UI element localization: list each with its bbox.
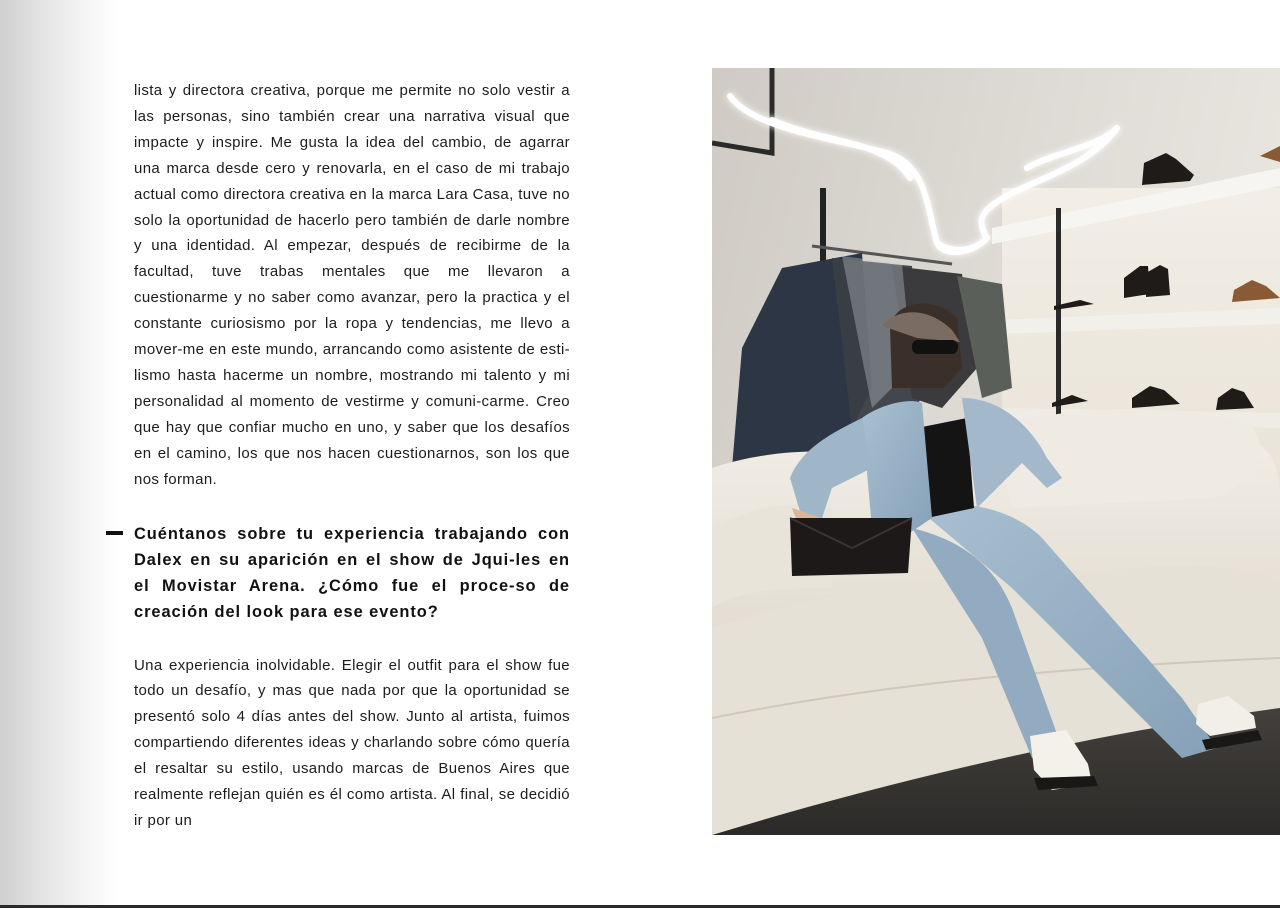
article-paragraph: Una experiencia inolvidable. Elegir el outfit para el show fue todo un desafío, y mas que nada por que la oportunidad se presentó solo 4 días antes del show. Junto al artista, fuimos compartiendo diferentes ideas y charlando sobre cómo quería el resaltar su estilo, usando marcas de Buenos Aires que realmente reflejan quién es él como artista. Al final, se decidió ir por un xyxy=(134,656,570,829)
photo-illustration xyxy=(712,68,1280,835)
article-paragraph: lista y directora creativa, porque me permite no solo vestir a las personas, sino también crear una narrativa visual que impacte y inspire. Me gusta la idea del cambio, de agarrar una marca desde cero y renovarla, en el caso de mi trabajo actual como directora creativa en la marca Lara Casa, tuve no solo la oportunidad de hacerlo pero también de darle nombre y una identidad. Al empezar, después de recibirme de la facultad, tuve trabas mentales que me llevaron a cuestionarme y no saber como avanzar, pero la practica y el constante curiosismo por la ropa y tendencias, me llevo a mover-me en este mundo, arrancando como asistente de esti-lismo hasta hacerme un nombre, mostrando mi talento y mi personalidad al momento de vestirme y comuni-carme. Creo que hay que confiar mucho en uno, y saber que los desafíos en el camino, los que nos hacen cuestionarnos, son los que nos forman. xyxy=(134,82,570,488)
question-dash-marker xyxy=(106,531,123,535)
page-gutter-shadow xyxy=(0,0,120,905)
interview-question-block xyxy=(134,521,570,625)
editorial-photo xyxy=(712,68,1280,835)
interview-question: Cuéntanos sobre tu experiencia trabajando con Dalex en su aparición en el show de Jqui-les en el Movistar Arena. ¿Cómo fue el proce-so de creación del look para ese evento? xyxy=(134,524,570,621)
article-text-column xyxy=(134,78,570,834)
